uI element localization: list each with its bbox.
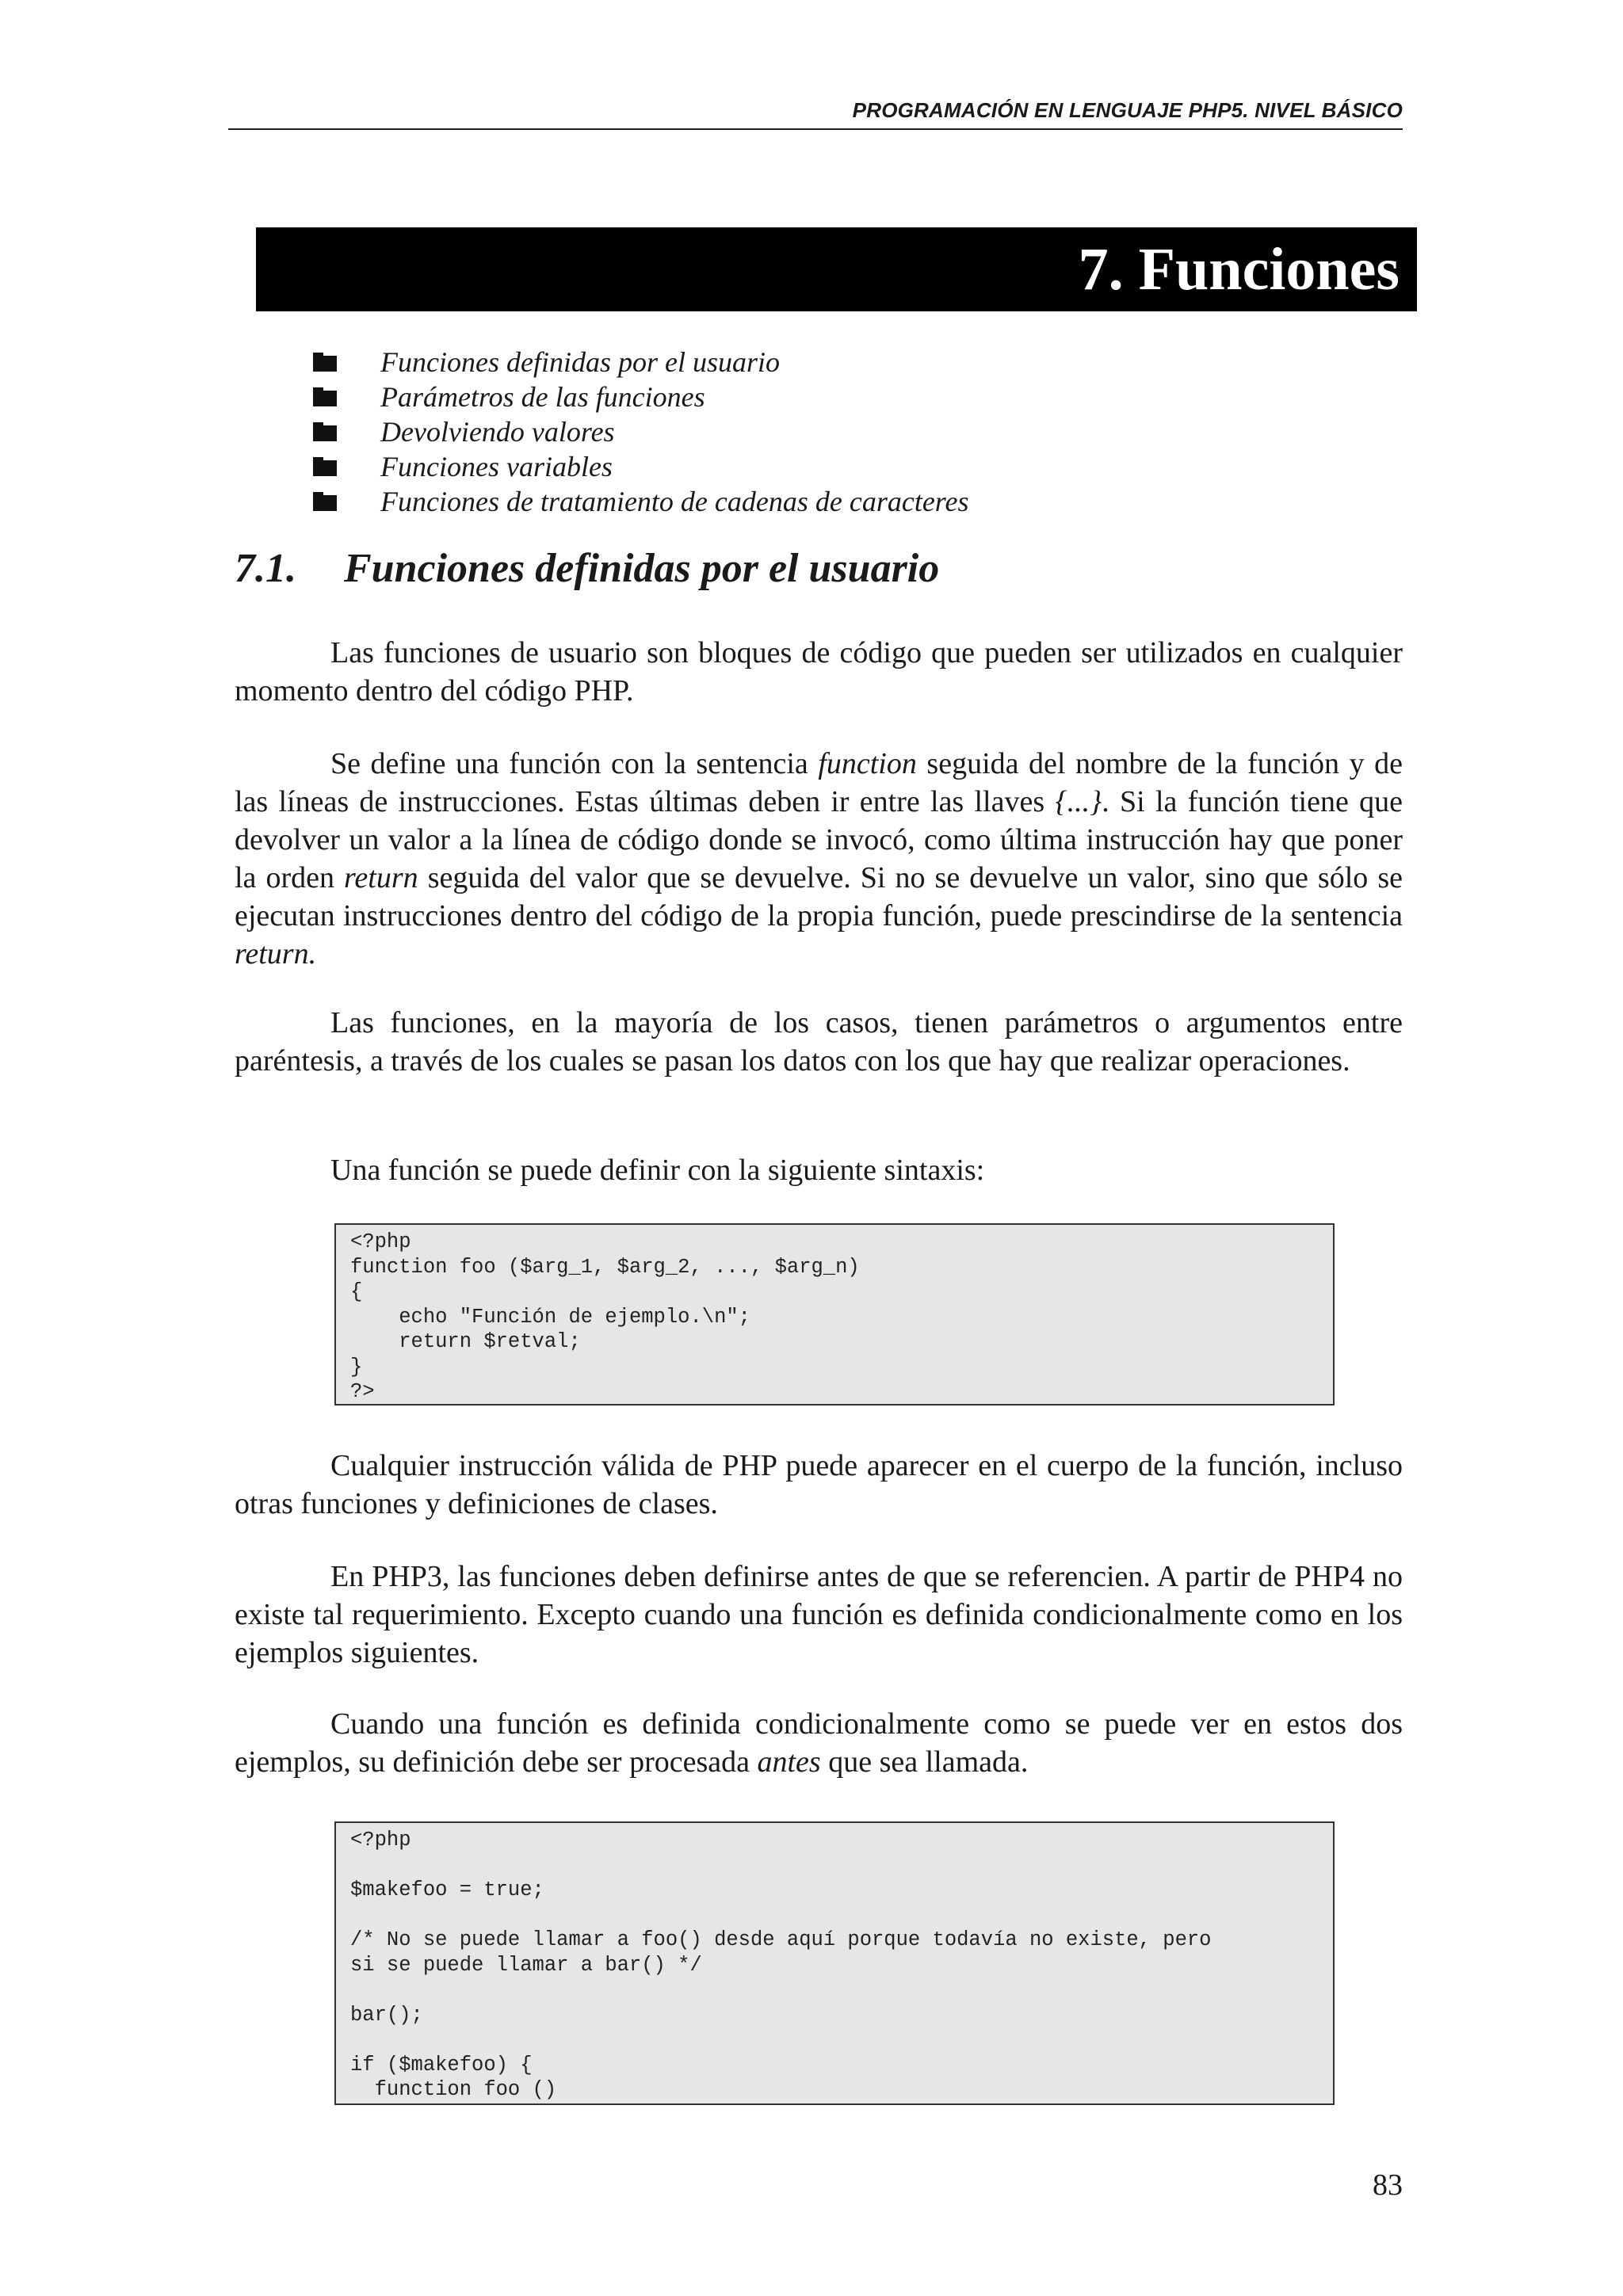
contents-item <box>313 414 968 449</box>
page-number: 83 <box>1373 2168 1403 2202</box>
text: . Si la función tiene que devolver un valor a la línea de código donde se invocó, como última instrucción hay que poner la orden <box>235 785 1403 894</box>
contents-item <box>313 379 968 414</box>
folder-icon <box>313 457 337 476</box>
contents-item <box>313 449 968 484</box>
chapter-title-banner <box>256 227 1417 311</box>
folder-icon <box>313 353 337 372</box>
keyword-return: return <box>344 861 418 894</box>
running-header: PROGRAMACIÓN EN LENGUAJE PHP5. NIVEL BÁSICO <box>228 92 1403 130</box>
contents-item <box>313 484 968 519</box>
paragraph: Las funciones, en la mayoría de los casos, tienen parámetros o argumentos entre paréntesis, a través de los cuales se pasan los datos con los que hay que realizar operaciones. <box>235 1006 1403 1077</box>
paragraph: Las funciones de usuario son bloques de código que pueden ser utilizados en cualquier momento dentro del código PHP. <box>235 636 1403 707</box>
keyword-return: return. <box>235 937 317 971</box>
code-block-syntax: <?php function foo ($arg_1, $arg_2, ..., $arg_n) { echo "Función de ejemplo.\n"; return $retval; } ?> <box>334 1223 1335 1405</box>
folder-icon <box>313 422 337 441</box>
paragraph: En PHP3, las funciones deben definirse antes de que se referencien. A partir de PHP4 no existe tal requerimiento. Excepto cuando una función es definida condicionalmente como en los ejemplos siguientes. <box>235 1560 1403 1669</box>
paragraph: Una función se puede definir con la siguiente sintaxis: <box>330 1154 985 1187</box>
keyword-braces: {...} <box>1055 785 1102 818</box>
text: que sea llamada. <box>820 1745 1029 1779</box>
section-title: Funciones definidas por el usuario <box>344 546 940 591</box>
text: Cuando una función es definida condicionalmente como se puede ver en estos dos ejemplos, su definición debe ser procesada <box>235 1707 1403 1779</box>
code-block-conditional: <?php $makefoo = true; /* No se puede llamar a foo() desde aquí porque todavía no existe, pero si se puede llamar a bar() */ bar(); if ($makefoo) { function foo () <box>334 1821 1335 2105</box>
emphasis: antes <box>757 1745 821 1779</box>
paragraph <box>235 1705 1403 1781</box>
chapter-contents-list <box>313 345 968 519</box>
section-heading <box>235 545 939 592</box>
contents-item-label: Parámetros de las funciones <box>380 381 705 413</box>
contents-item-label: Funciones variables <box>380 451 613 482</box>
contents-item-label: Funciones de tratamiento de cadenas de caracteres <box>380 486 969 517</box>
chapter-title: 7. Funciones <box>1078 236 1400 303</box>
text: Se define una función con la sentencia <box>330 747 819 780</box>
section-number: 7.1. <box>235 546 296 591</box>
text: seguida del nombre de la función y de las líneas de instrucciones. Estas últimas deben ir entre las llaves <box>235 747 1403 818</box>
folder-icon <box>313 492 337 511</box>
contents-item-label: Devolviendo valores <box>380 416 615 448</box>
contents-item-label: Funciones definidas por el usuario <box>380 346 780 378</box>
contents-item <box>313 345 968 379</box>
keyword-function: function <box>818 747 917 780</box>
paragraph <box>235 745 1403 973</box>
text: seguida del valor que se devuelve. Si no se devuelve un valor, sino que sólo se ejecutan instrucciones dentro del código de la propia función, puede prescindirse de la sentencia <box>235 861 1403 933</box>
folder-icon <box>313 387 337 406</box>
paragraph: Cualquier instrucción válida de PHP puede aparecer en el cuerpo de la función, incluso otras funciones y definiciones de clases. <box>235 1449 1403 1520</box>
